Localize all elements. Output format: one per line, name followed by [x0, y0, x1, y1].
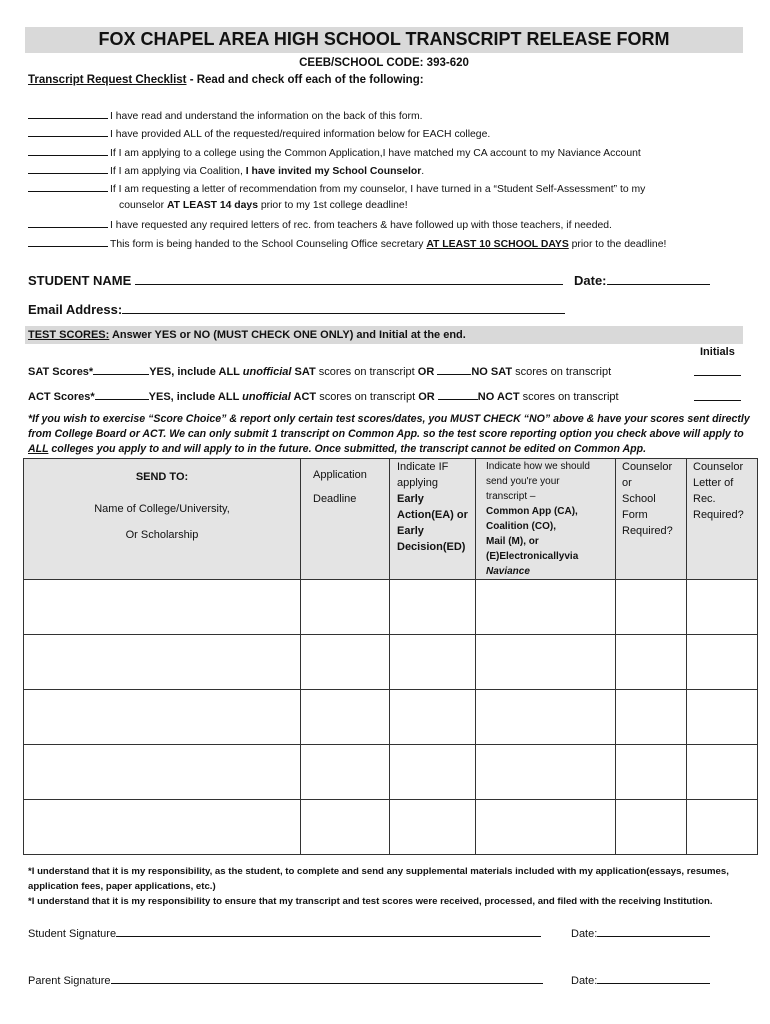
email-field[interactable]: [122, 302, 565, 314]
method-label: Common App (CA),: [486, 506, 578, 517]
act-yes-blank[interactable]: [95, 388, 149, 400]
col-school-form: [616, 459, 687, 580]
parent-signature-row: [28, 972, 543, 987]
early-label: Early: [397, 525, 424, 537]
parent-sig-date-row: [571, 972, 710, 987]
deadline-cell[interactable]: [301, 580, 390, 635]
deadline-cell[interactable]: [301, 745, 390, 800]
deadline-cell[interactable]: [301, 690, 390, 745]
table-row: [24, 745, 758, 800]
form-title: FOX CHAPEL AREA HIGH SCHOOL TRANSCRIPT RELEASE FORM: [98, 29, 670, 49]
send-method-cell[interactable]: [476, 745, 616, 800]
responsibility-note-1: *I understand that it is my responsibility, as the student, to complete and send any supplemental materials included with my application(essays, resumes, application fees, paper applications, etc.): [28, 866, 729, 892]
act-yes-text: YES, include ALL: [148, 391, 243, 403]
test-scores-heading: [28, 329, 466, 341]
continuation-text: counselor: [119, 200, 167, 211]
checklist-item-text: I have provided ALL of the requested/required information below for EACH college.: [110, 129, 491, 140]
letter-rec-label: Letter of: [693, 477, 734, 489]
sat-no-text: NO SAT: [471, 366, 516, 378]
col-send-to: [24, 459, 301, 580]
college-name-cell[interactable]: [24, 580, 301, 635]
letter-rec-cell[interactable]: [687, 690, 758, 745]
parent-sig-date-field[interactable]: [597, 972, 710, 984]
checklist-item[interactable]: [28, 182, 645, 195]
early-label: Decision(ED): [397, 541, 466, 553]
act-initials-field[interactable]: [694, 389, 741, 401]
letter-rec-label: Rec.: [693, 493, 716, 505]
sat-yes-rest: scores on transcript: [318, 366, 418, 378]
email-row: [28, 302, 565, 317]
checklist-item[interactable]: [28, 146, 641, 159]
act-no-rest: scores on transcript: [522, 391, 619, 403]
score-note-text: *If you wish to exercise “Score Choice” & report only certain test scores/dates, you MUST CHECK “NO” above & have your scores sent directly from College Board or ACT. We can only submit 1 transcript on Common App. so the test score reporting option you check above will apply to: [28, 413, 750, 440]
table-row: [24, 580, 758, 635]
checklist-heading: [28, 74, 424, 86]
sat-yes-text: YES, include ALL: [149, 366, 243, 378]
checklist-item[interactable]: [28, 218, 612, 231]
method-label: Naviance: [486, 566, 530, 577]
check-blank[interactable]: [28, 109, 108, 119]
school-form-label: or: [622, 477, 632, 489]
act-yes-test: ACT: [290, 391, 320, 403]
method-label: Indicate how we should: [486, 461, 590, 472]
responsibility-notes: [28, 864, 753, 909]
method-label: send you're your: [486, 476, 560, 487]
checklist-item-text: If I am applying to a college using the Common Application,I have matched my CA account to my Naviance Account: [110, 148, 641, 159]
school-form-cell[interactable]: [616, 635, 687, 690]
college-table: [23, 458, 758, 855]
student-sig-date-field[interactable]: [597, 925, 710, 937]
test-scores-instructions: Answer YES or NO (MUST CHECK ONE ONLY) and Initial at the end.: [109, 329, 466, 341]
student-date-label: Date:: [574, 273, 607, 288]
student-signature-label: Student Signature: [28, 928, 117, 940]
send-method-cell[interactable]: [476, 800, 616, 855]
checklist-item-text: I have read and understand the information on the back of this form.: [110, 111, 423, 122]
act-or: OR: [418, 391, 435, 403]
sat-yes-test: SAT: [291, 366, 319, 378]
sat-label: SAT Scores*: [28, 366, 94, 378]
col-letter-rec: [687, 459, 758, 580]
score-note-end: colleges you apply to and will apply to in the future. Once submitted, the transcript cannot be edited on Common App.: [48, 443, 647, 455]
checklist-heading-rest: - Read and check off each of the following:: [186, 74, 424, 86]
parent-signature-field[interactable]: [111, 972, 543, 984]
early-label: Indicate IF: [397, 461, 449, 473]
act-unofficial: unofficial: [242, 391, 291, 403]
table-header-row: [24, 459, 758, 580]
school-form-cell[interactable]: [616, 800, 687, 855]
act-row: [28, 388, 619, 403]
checklist-item[interactable]: [28, 127, 490, 140]
school-form-cell[interactable]: [616, 690, 687, 745]
school-form-cell[interactable]: [616, 580, 687, 635]
sat-row: [28, 363, 611, 378]
table-row: [24, 800, 758, 855]
continuation-end: prior to my 1st college deadline!: [258, 200, 408, 211]
score-note-all: ALL: [28, 443, 49, 455]
sat-no-blank[interactable]: [437, 363, 471, 375]
scholarship-label: Or Scholarship: [125, 529, 199, 541]
sat-initials-field[interactable]: [694, 364, 741, 376]
checklist-item-bold: I have invited my School Counselor: [245, 166, 422, 177]
table-row: [24, 690, 758, 745]
check-blank[interactable]: [28, 164, 108, 174]
letter-rec-label: Required?: [693, 509, 744, 521]
act-label: ACT Scores*: [28, 391, 95, 403]
send-method-cell[interactable]: [476, 635, 616, 690]
send-to-label: SEND TO:: [135, 471, 189, 483]
act-yes-rest: scores on transcript: [319, 391, 419, 403]
student-date-field[interactable]: [607, 273, 710, 285]
method-label: Mail (M), or: [486, 536, 539, 547]
parent-signature-label: Parent Signature: [28, 975, 111, 987]
check-blank[interactable]: [28, 237, 108, 247]
checklist-item-bold: AT LEAST 10 SCHOOL DAYS: [426, 239, 569, 250]
method-label: Coalition (CO),: [486, 521, 556, 532]
test-scores-label: TEST SCORES:: [28, 329, 110, 341]
act-no-blank[interactable]: [438, 388, 478, 400]
early-label: Early: [397, 493, 424, 505]
checklist-item-text: This form is being handed to the School Counseling Office secretary: [110, 239, 427, 250]
send-method-cell[interactable]: [476, 690, 616, 745]
initials-label: Initials: [700, 346, 735, 358]
sat-or: OR: [417, 366, 435, 378]
early-cell[interactable]: [390, 690, 476, 745]
checklist-item[interactable]: [28, 109, 423, 122]
school-form-label: Required?: [622, 525, 673, 537]
sat-yes-blank[interactable]: [93, 363, 149, 375]
college-name-label: Name of College/University,: [94, 503, 230, 515]
early-cell[interactable]: [390, 580, 476, 635]
table-body: [24, 580, 758, 855]
student-name-label: STUDENT NAME: [28, 273, 132, 288]
checklist-heading-label: Transcript Request Checklist: [28, 74, 187, 86]
letter-rec-cell[interactable]: [687, 745, 758, 800]
early-label: Action(EA) or: [397, 509, 468, 521]
checklist-item-text: I have requested any required letters of rec. from teachers & have followed up with those teachers, if needed.: [110, 220, 612, 231]
deadline-label-b: Deadline: [313, 493, 357, 505]
checklist-item-continuation: [119, 200, 408, 211]
school-form-label: Form: [622, 509, 648, 521]
check-blank[interactable]: [28, 182, 108, 192]
college-name-cell[interactable]: [24, 800, 301, 855]
letter-rec-cell[interactable]: [687, 635, 758, 690]
checklist-item-text: If I am applying via Coalition,: [110, 166, 246, 177]
letter-rec-cell[interactable]: [687, 800, 758, 855]
deadline-label-a: Application: [313, 469, 367, 481]
early-cell[interactable]: [390, 800, 476, 855]
school-form-label: Counselor: [622, 461, 673, 473]
continuation-bold: AT LEAST 14 days: [166, 200, 258, 211]
letter-rec-label: Counselor: [693, 461, 744, 473]
student-sig-date-label: Date:: [571, 928, 598, 940]
sat-no-rest: scores on transcript: [515, 366, 612, 378]
responsibility-note-2: *I understand that it is my responsibility to ensure that my transcript and test scores were received, processed, and filed with the receiving Institution.: [28, 896, 713, 907]
send-method-cell[interactable]: [476, 580, 616, 635]
checklist-item-end: .: [421, 166, 425, 177]
school-form-cell[interactable]: [616, 745, 687, 800]
table-row: [24, 635, 758, 690]
col-send-method: [476, 459, 616, 580]
checklist-item-end: prior to the deadline!: [568, 239, 667, 250]
checklist-item-text: If I am requesting a letter of recommendation from my counselor, I have turned in a “Student Self-Assessment” to my: [110, 184, 646, 195]
check-blank[interactable]: [28, 127, 108, 137]
email-label: Email Address:: [28, 302, 123, 317]
student-date-row: [574, 273, 710, 288]
school-form-label: School: [622, 493, 656, 505]
letter-rec-cell[interactable]: [687, 580, 758, 635]
early-cell[interactable]: [390, 635, 476, 690]
checklist-item[interactable]: [28, 237, 666, 250]
student-signature-row: [28, 925, 541, 940]
college-name-cell[interactable]: [24, 745, 301, 800]
parent-sig-date-label: Date:: [571, 975, 598, 987]
col-deadline: [301, 459, 390, 580]
early-label: applying: [397, 477, 438, 489]
deadline-cell[interactable]: [301, 635, 390, 690]
student-sig-date-row: [571, 925, 710, 940]
sat-unofficial: unofficial: [242, 366, 292, 378]
method-label: transcript –: [486, 491, 536, 502]
student-signature-field[interactable]: [116, 925, 541, 937]
student-name-row: [28, 273, 563, 288]
check-blank[interactable]: [28, 218, 108, 228]
ceeb-code: CEEB/SCHOOL CODE: 393-620: [299, 57, 469, 69]
check-blank[interactable]: [28, 146, 108, 156]
college-name-cell[interactable]: [24, 690, 301, 745]
deadline-cell[interactable]: [301, 800, 390, 855]
early-cell[interactable]: [390, 745, 476, 800]
student-name-field[interactable]: [135, 273, 563, 285]
method-label: (E)Electronicallyvia: [486, 551, 579, 562]
act-no-text: NO ACT: [477, 391, 523, 403]
checklist-item[interactable]: [28, 164, 424, 177]
score-choice-note: [28, 412, 750, 457]
col-early: [390, 459, 476, 580]
college-name-cell[interactable]: [24, 635, 301, 690]
